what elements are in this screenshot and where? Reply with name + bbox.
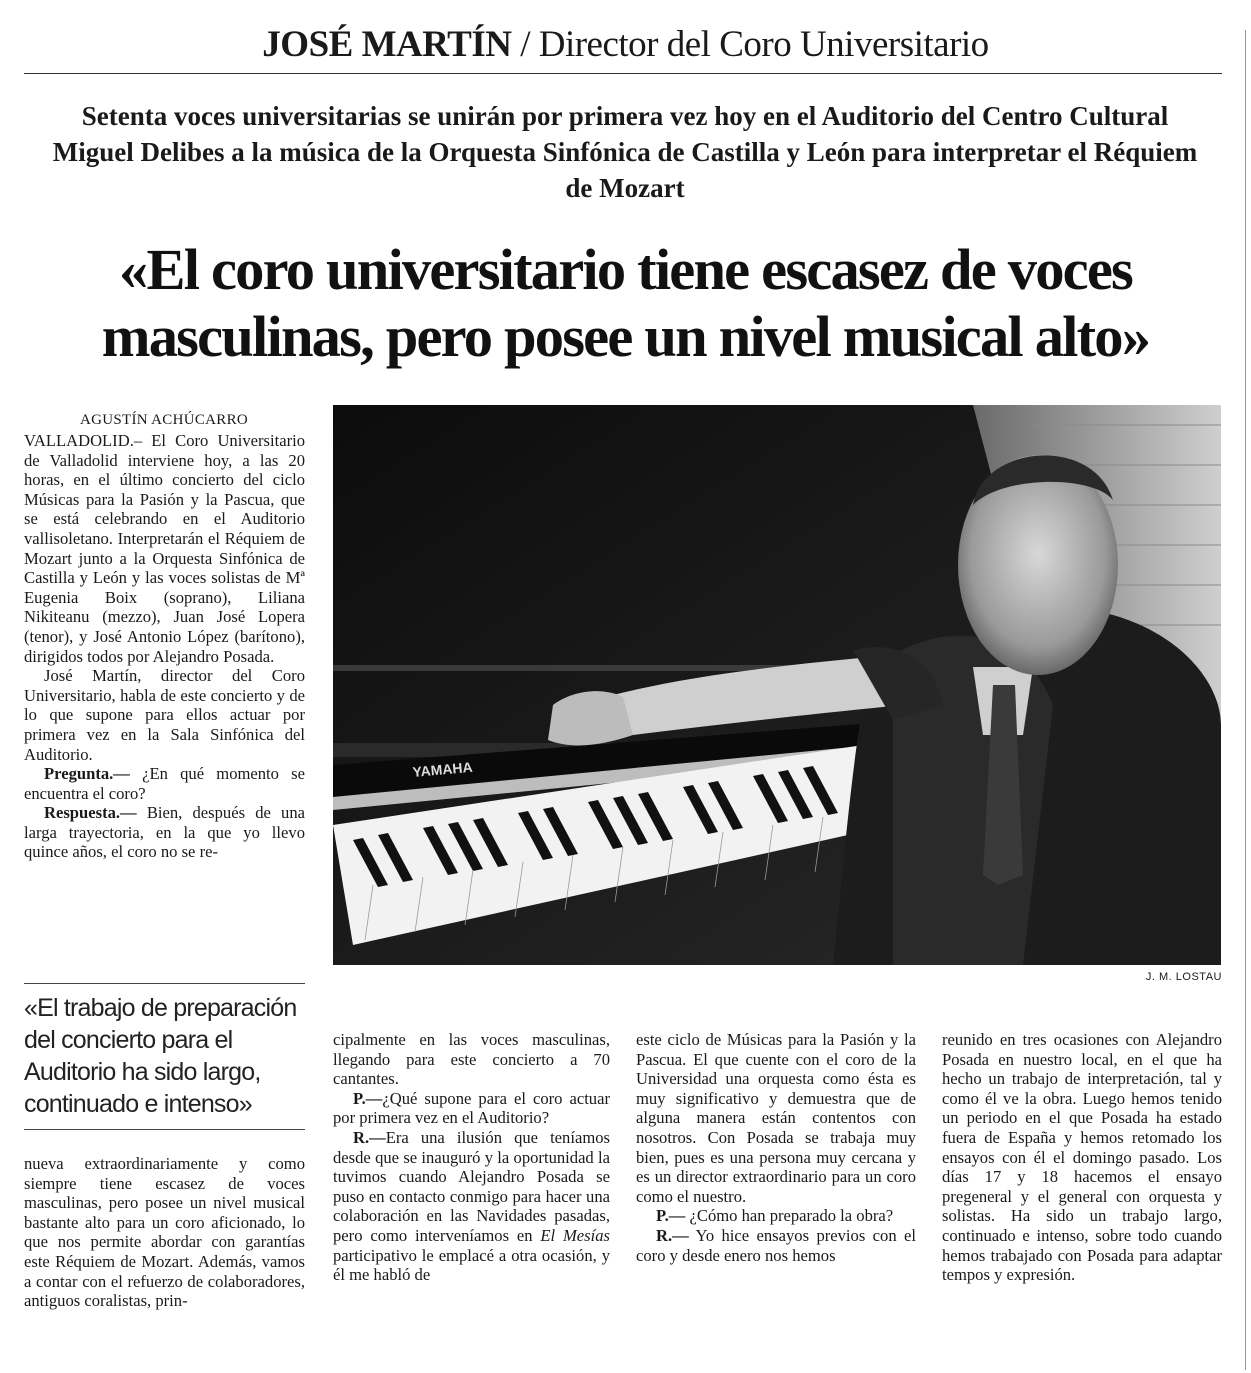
answer-2 [333,1128,610,1285]
intro-paragraph: José Martín, director del Coro Universitario, habla de este concierto y de lo que supone para ellos actuar por primera vez en la Sala Sinfónica del Auditorio. [24,666,305,764]
answer-3 [636,1226,916,1265]
answer-text-cont: participativo le emplacé a otra ocasión, y él me habló de [333,1245,610,1285]
question-label: P.— [656,1206,686,1226]
column-1-continued [24,1154,305,1311]
question-2 [333,1089,610,1128]
column-3 [636,1030,916,1265]
headline: «El coro universitario tiene escasez de voces masculinas, pero posee un nivel musical alto» [101,237,1150,369]
piano-brand: YAMAHA [411,758,474,780]
pullquote-top-rule [24,983,305,984]
answer-label: R.— [656,1225,689,1245]
answer-text: Bien, después de una larga trayectoria, en la que yo llevo quince años, el coro no se re- [24,803,305,862]
lead-paragraph: VALLADOLID.– El Coro Universitario de Valladolid interviene hoy, a las 20 horas, en el último concierto del ciclo Músicas para la Pasión y la Pascua, que se está celebrando en el Auditorio vallisoletano. Interpretarán el Réquiem de Mozart junto a la Orquesta Sinfónica de Castilla y León y las voces solistas de Mª Eugenia Boix (soprano), Liliana Nikiteanu (mezzo), Juan José Lopera (tenor), y José Antonio López (barítono), dirigidos todos por Alejandro Posada. [24,431,305,666]
answer-1-end: cipalmente en las voces masculinas, llegando para este concierto a 70 cantantes. [333,1030,610,1089]
photo-director-at-piano [333,405,1221,965]
question-text: ¿En qué momento se encuentra el coro? [24,764,305,803]
byline: AGUSTÍN ACHÚCARRO [80,412,249,428]
interviewee-name: JOSÉ MARTÍN [262,24,512,65]
work-title: El Mesías [540,1225,610,1245]
question-label: P.— [353,1088,383,1108]
pullquote-bottom-rule [24,1129,305,1130]
pullquote: «El trabajo de preparación del concierto para el Auditorio ha sido largo, continuado e intenso» [24,994,297,1118]
subheadline: Setenta voces universitarias se unirán por primera vez hoy en el Auditorio del Centro Cultural Miguel Delibes a la música de la Orquesta Sinfónica de Castilla y León para interpretar el Réquiem de Mozart [52,101,1198,203]
top-rule [24,73,1222,74]
question-label: Pregunta.— [44,764,130,784]
answer-text: Era una ilusión que teníamos desde que se inauguró y la oportunidad la tuvimos cuando Alejandro Posada se puso en contacto conmigo para hacer una colaboración en las Navidades pasadas, pero como interveníamos en [333,1127,610,1245]
page-edge-rule [1245,30,1246,1370]
question-text: ¿Cómo han preparado la obra? [685,1206,894,1226]
piano-photo-illustration [333,405,1221,965]
answer-1 [24,803,305,862]
answer-label: R.— [353,1127,386,1147]
question-3 [636,1206,916,1226]
photo-credit: J. M. LOSTAU [1145,971,1222,983]
answer-2-continued: este ciclo de Músicas para la Pasión y la Pascua. El que cuente con el coro de la Universidad una orquesta como ésta es muy significativo y demuestra que de alguna manera están contentos con nosotros. Con Posada se trabaja muy bien, pues es una persona muy cercana y es un director extraordinario para un coro como el nuestro. [636,1030,916,1206]
answer-1-continued: nueva extraordinariamente y como siempre tiene escasez de voces masculinas, pero posee un nivel musical bastante alto para un coro aficionado, lo que nos permite abordar con garantías este Réquiem de Mozart. Además, vamos a contar con el refuerzo de colaboradores, antiguos coralistas, prin- [24,1154,305,1311]
column-4 [942,1030,1222,1285]
column-2 [333,1030,610,1285]
interviewee-role: / Director del Coro Universitario [520,24,989,65]
kicker [0,22,1251,68]
question-text: ¿Qué supone para el coro actuar por primera vez en el Auditorio? [333,1088,610,1128]
question-1 [24,764,305,803]
answer-text: Yo hice ensayos previos con el coro y desde enero nos hemos [636,1225,916,1265]
answer-label: Respuesta.— [44,803,137,823]
answer-3-continued: reunido en tres ocasiones con Alejandro Posada en nuestro local, en el que ha hecho un trabajo de interpretación, tal y como él ve la obra. Luego hemos tenido un periodo en el que Posada ha estado fuera de España y hemos retomado los ensayos con él el domingo pasado. Los días 17 y 18 hacemos el ensayo pregeneral y el general con orquesta y solistas. Ha sido un trabajo largo, continuado e intenso, sobre todo cuando hemos trabajado con Posada para adaptar tempos y expresión. [942,1030,1222,1285]
column-1 [24,431,305,862]
